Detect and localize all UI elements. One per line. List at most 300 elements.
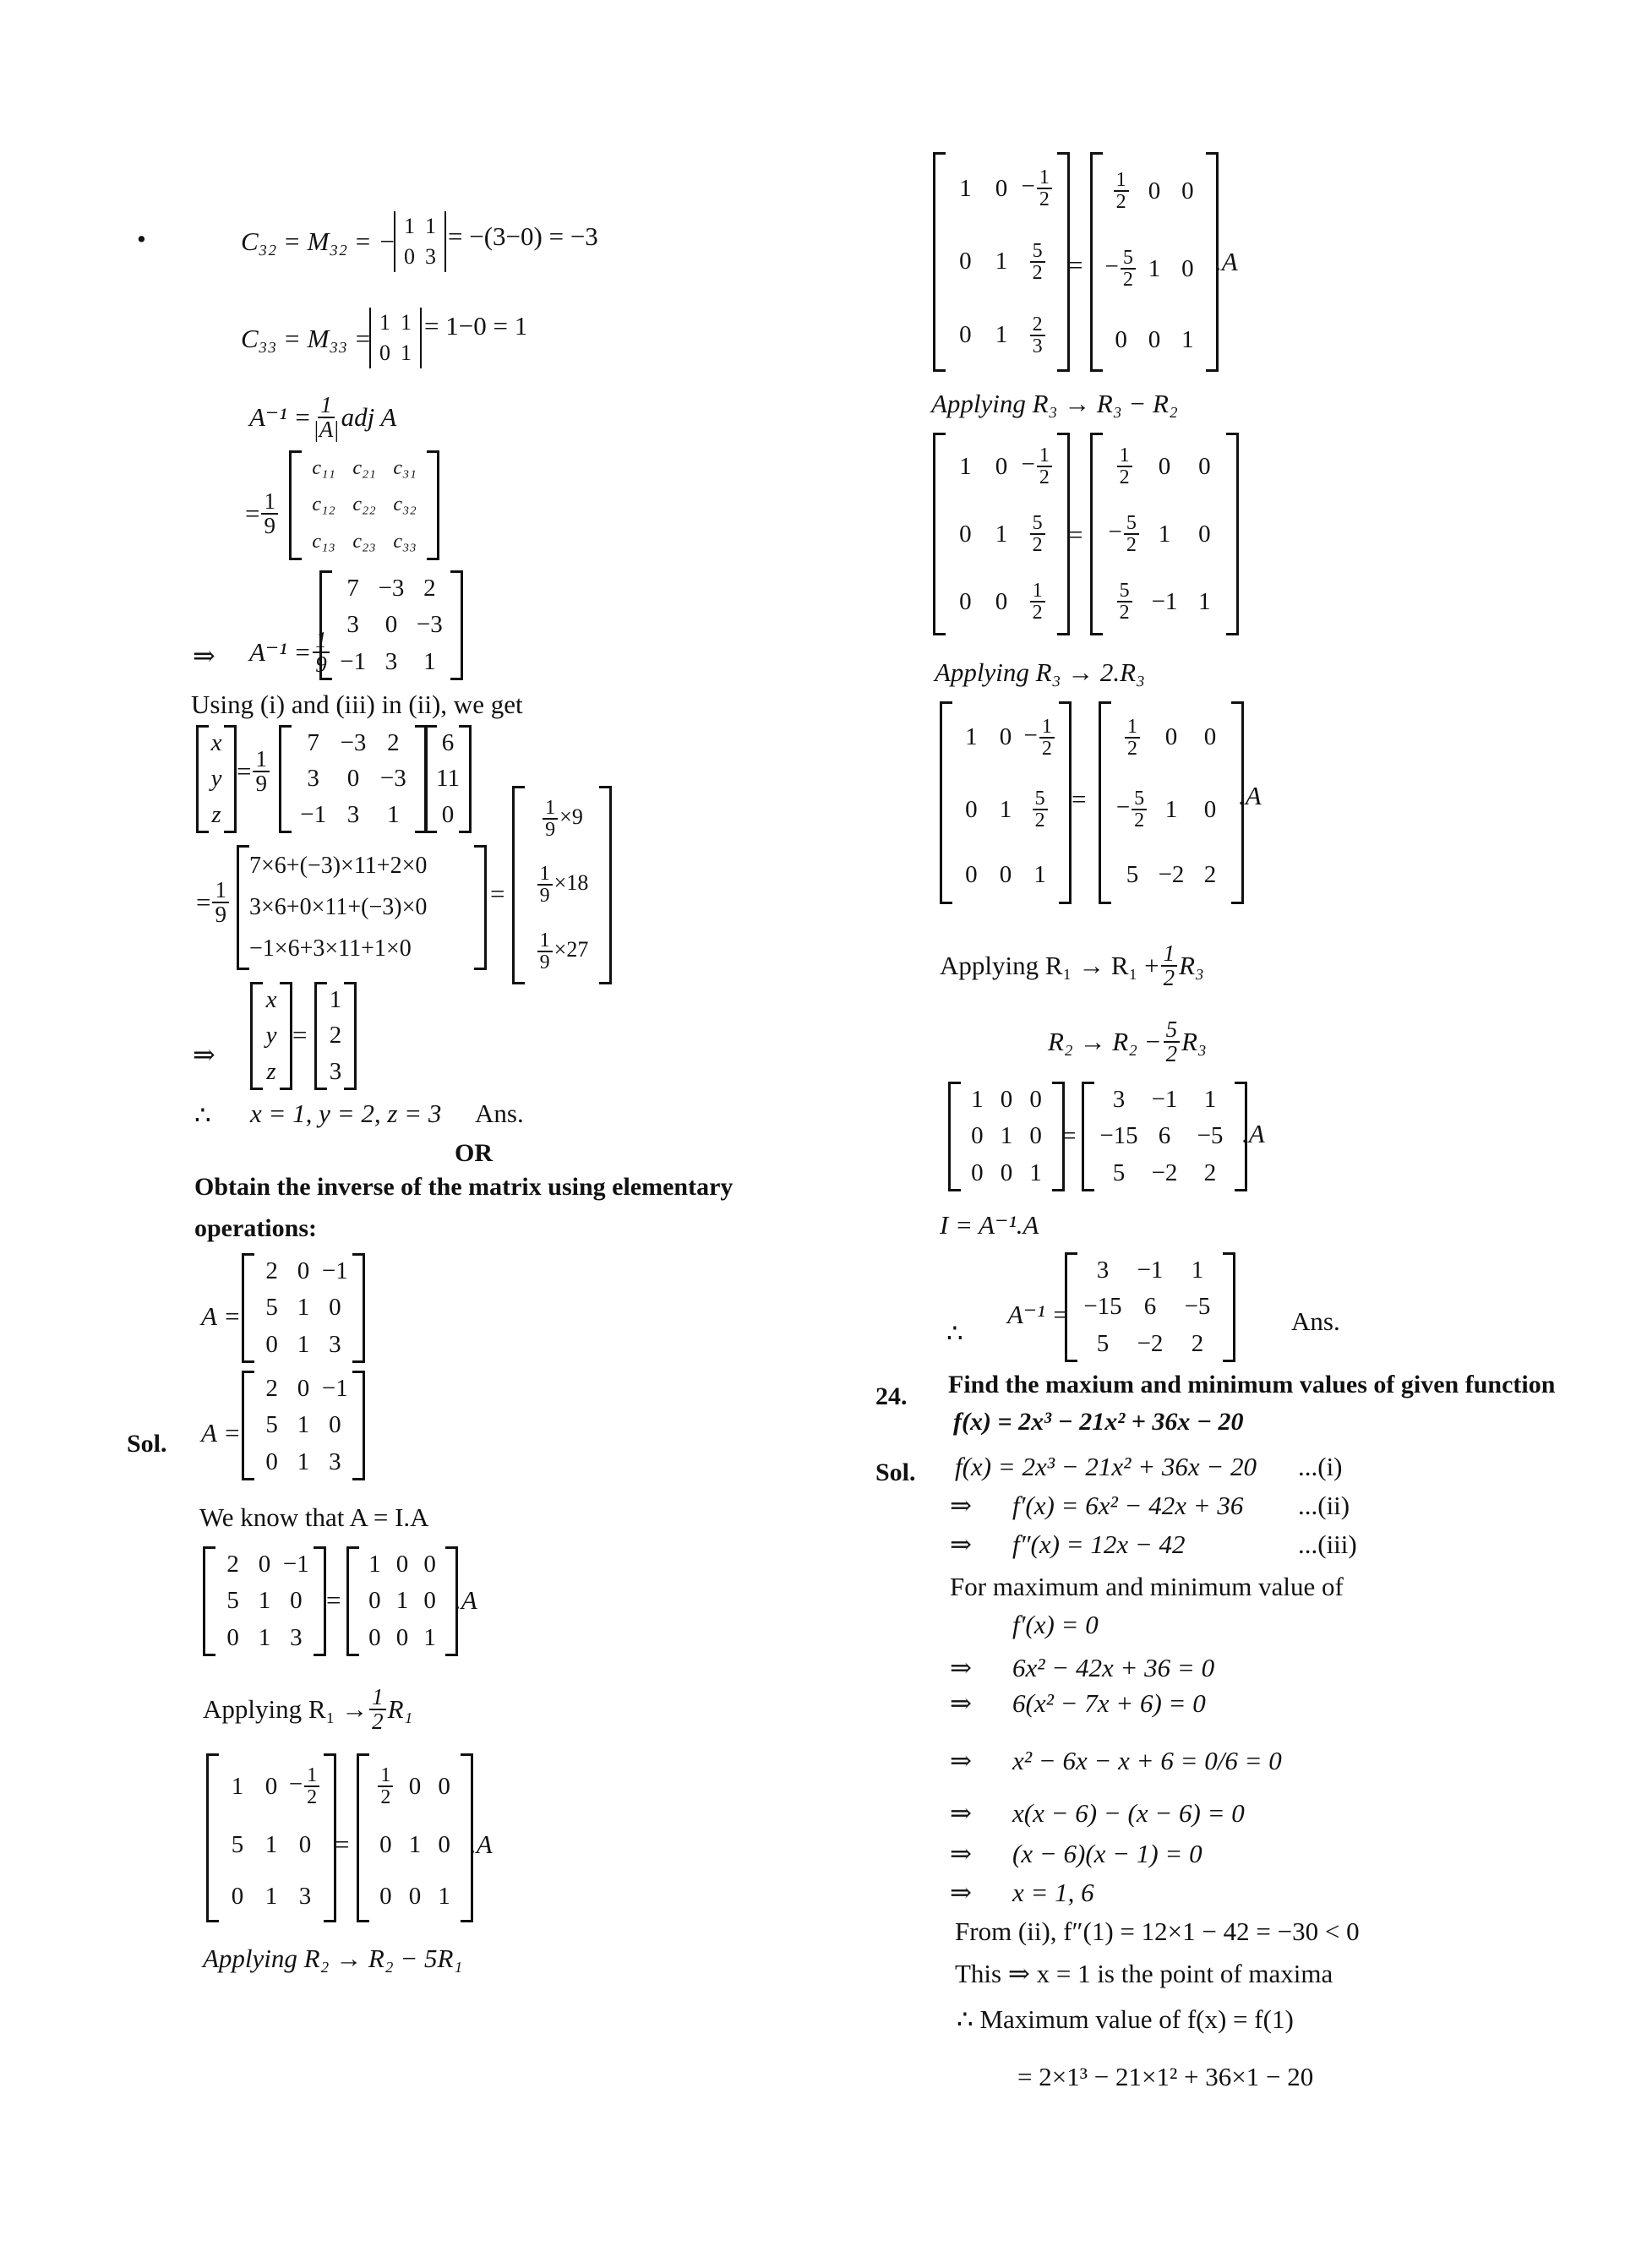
det-cell: 1 (401, 310, 412, 335)
matrix-cell: 1 (1191, 1257, 1204, 1284)
matrix-cell: −1 (340, 647, 367, 675)
matrix-cell: −1 (1137, 1257, 1164, 1284)
det-cell: 3 (425, 244, 436, 269)
matrix-cell: −1 (282, 1551, 309, 1578)
matrix-cell: −3 (416, 611, 443, 639)
equals-one-ninth-2: = $\frac{1}{9}$ (196, 879, 231, 926)
implies-arrow: ⇒ (950, 1529, 972, 1559)
matrix-cell: 1 (995, 248, 1008, 275)
fraction: $\frac{1}{2}$ (1161, 942, 1178, 990)
question-text: Obtain the inverse of the matrix using elementary (194, 1173, 733, 1201)
matrix-cell: 3 (1096, 1257, 1110, 1284)
matrix-cell: 0 (995, 452, 1008, 480)
apply-step-6: R₂ → R₂ − $\frac{5}{2}$ R₃ (1048, 1017, 1207, 1066)
ans-label: Ans. (475, 1099, 524, 1128)
equals-sign: = (1068, 250, 1083, 280)
matrix-cell: 6 (441, 728, 455, 756)
matrix-cell: 0 (1164, 723, 1178, 751)
cofactor-cell: c₁₂ (312, 493, 335, 516)
matrix-cell: 7 (346, 575, 359, 602)
matrix-cell: 0 (438, 1772, 450, 1800)
fraction: $\frac{5}{2}$ (1164, 1018, 1181, 1066)
variable-cell: z (266, 1058, 276, 1086)
matrix-cell: 0 (965, 795, 978, 823)
implies-arrow: ⇒ (193, 1039, 215, 1070)
a-equals: A = (201, 1418, 242, 1447)
matrix-cell: 0 (959, 520, 972, 548)
matrix-a-solution (242, 1371, 365, 1480)
step5-left-matrix (948, 1082, 1065, 1191)
matrix-cell: 0 (1029, 1086, 1042, 1114)
ainv-label-2: A⁻¹ = $\frac{1}{9}$ (249, 629, 331, 676)
implies-arrow: ⇒ (950, 1798, 972, 1828)
cofactor-cell: c₃₁ (393, 457, 417, 480)
matrix-cell: 3 (1112, 1086, 1126, 1114)
matrix-cell: 0 (965, 861, 978, 889)
matrix-cell: 0 (995, 174, 1008, 202)
matrix-cell: 0 (959, 248, 972, 275)
dot-a: .A (1242, 1119, 1265, 1148)
from-ii-line: From (ii), f″(1) = 12×1 − 42 = −30 < 0 (955, 1916, 1360, 1946)
matrix-cell: 0 (1181, 177, 1194, 204)
matrix-cell: −3 (340, 728, 367, 756)
matrix-cell: 5 (265, 1411, 278, 1439)
matrix-cell: 0 (1198, 452, 1211, 480)
matrix-cell: 1 (297, 1411, 310, 1439)
max-value-line: ∴ Maximum value of f(x) = f(1) (957, 2004, 1294, 2034)
matrix-cell: 1 (368, 1551, 381, 1578)
matrix-cell: 2 (1203, 861, 1217, 889)
dot-a: .A (1215, 247, 1238, 276)
dot-a: .A (455, 1585, 477, 1615)
xyz-vector-2 (250, 982, 292, 1090)
dot-a: .A (470, 1829, 493, 1859)
question-function: f(x) = 2x³ − 21x² + 36x − 20 (953, 1408, 1244, 1436)
equals-sign: = (335, 1829, 350, 1859)
variable-cell: z (211, 801, 221, 829)
derivative-line: f″(x) = 12x − 42 (1012, 1529, 1186, 1559)
implies-arrow: ⇒ (950, 1653, 972, 1682)
solution-step: 6x² − 42x + 36 = 0 (1012, 1653, 1215, 1682)
equation-tag: ...(ii) (1298, 1491, 1350, 1520)
bullet-dot: • (137, 224, 146, 254)
matrix-cell: $\frac{5}{2}$ (1028, 513, 1047, 555)
matrix-cell: 1 (329, 985, 342, 1013)
matrix-cell: − $\frac{1}{2}$ (1023, 717, 1055, 759)
matrix-cell: 0 (265, 1447, 278, 1475)
variable-cell: x (210, 728, 222, 756)
matrix-cell: 3 (307, 765, 319, 793)
matrix-cell: $\frac{2}{3}$ (1028, 314, 1047, 357)
det-m33 (369, 308, 422, 368)
equals-one-ninth: = $\frac{1}{9}$ (237, 748, 271, 795)
cofactor-cell: c₂₁ (352, 457, 376, 480)
matrix-cell: 1 (258, 1623, 271, 1651)
matrix-cell: −1 (1151, 1086, 1178, 1114)
expanded-row: 7×6+(−3)×11+2×0 (249, 852, 428, 879)
matrix-cell: 0 (999, 723, 1012, 751)
det-cell: 1 (425, 214, 436, 238)
matrix-cell: 3 (329, 1447, 341, 1475)
matrix-cell: 3 (329, 1058, 342, 1086)
result-vector (314, 982, 357, 1090)
matrix-cell: 0 (1115, 325, 1127, 353)
variable-cell: y (265, 1022, 277, 1049)
matrix-cell: 0 (423, 1551, 436, 1578)
matrix-cell: 0 (1203, 795, 1217, 823)
matrix-cell: 5 (265, 1294, 278, 1322)
cofactor-cell: c₂₂ (352, 493, 376, 516)
matrix-cell: $\frac{1}{2}$ (1112, 170, 1131, 212)
matrix-cell: 1 (264, 1883, 278, 1910)
fraction: $\frac{1}{|A|}$ (313, 392, 340, 442)
c32-line: C₃₂ = M₃₂ = − (241, 226, 396, 256)
expanded-vector (237, 845, 487, 970)
matrix-cell: 3 (346, 611, 359, 639)
matrix-cell: 1 (1029, 1159, 1042, 1186)
matrix-cell: 0 (395, 1551, 409, 1578)
matrix-cell: 2 (265, 1257, 278, 1285)
matrix-cell: 7 (307, 728, 319, 756)
equation-tag: ...(iii) (1298, 1529, 1357, 1559)
matrix-cell: 0 (329, 1294, 341, 1322)
cofactor-cell: c₁₁ (312, 457, 335, 480)
solution-step: 6(x² − 7x + 6) = 0 (1012, 1688, 1206, 1718)
matrix-cell: −15 (1099, 1122, 1138, 1150)
matrix-cell: 0 (1000, 1159, 1013, 1186)
matrix-cell: −1 (300, 801, 327, 829)
det-cell: 0 (379, 341, 390, 365)
matrix-cell: 1 (1203, 1086, 1217, 1114)
matrix-cell: 1 (1033, 861, 1046, 889)
matrix-cell: −2 (1151, 1159, 1178, 1186)
det-cell: 1 (404, 214, 415, 238)
ainv-label: A⁻¹ = (249, 402, 312, 433)
matrix-cell: −5 (1184, 1293, 1211, 1321)
matrix-cell: 5 (231, 1831, 244, 1858)
matrix-cell: 0 (1029, 1122, 1042, 1150)
matrix-cell: 0 (226, 1623, 239, 1651)
times-vector (512, 786, 612, 984)
variable-cell: y (210, 765, 222, 793)
solution-step: x(x − 6) − (x − 6) = 0 (1012, 1798, 1245, 1828)
fraction: $\frac{1}{9}$ (313, 629, 330, 676)
matrix-cell: 1 (1198, 587, 1211, 615)
times-cell: $\frac{1}{9}$ ×27 (536, 930, 589, 973)
matrix-cell: 0 (959, 587, 972, 615)
matrix-cell: 0 (1158, 452, 1171, 480)
apply-step-4: Applying R₃ → 2.R₃ (935, 657, 1145, 687)
matrix-cell: 1 (965, 723, 978, 751)
matrix-cell: 0 (971, 1122, 984, 1150)
variable-cell: x (265, 985, 277, 1013)
matrix-cell: 0 (408, 1772, 422, 1800)
matrix-cell: 11 (436, 765, 460, 793)
question-text-2: operations: (194, 1214, 317, 1242)
answer-line: x = 1, y = 2, z = 3 (250, 1099, 442, 1128)
step2-left-matrix (933, 152, 1070, 372)
matrix-cell: 0 (379, 1831, 392, 1858)
step1-left-matrix (206, 1753, 336, 1922)
matrix-cell: 0 (971, 1159, 984, 1186)
ainv-matrix-2 (279, 725, 428, 833)
matrix-cell: 0 (1198, 520, 1211, 548)
matrix-cell: 0 (384, 611, 398, 639)
matrix-cell: $\frac{1}{2}$ (1028, 581, 1047, 623)
c33-result: = 1−0 = 1 (424, 311, 528, 341)
matrix-cell: 1 (231, 1772, 244, 1800)
matrix-cell: − $\frac{1}{2}$ (1021, 445, 1053, 488)
matrix-cell: −15 (1083, 1293, 1122, 1321)
using-line: Using (i) and (iii) in (ii), we get (191, 690, 523, 719)
this-line: This ⇒ x = 1 is the point of maxima (955, 1959, 1333, 1988)
matrix-cell: 0 (258, 1551, 271, 1578)
matrix-cell: 5 (1126, 861, 1139, 889)
matrix-cell: 1 (1164, 795, 1178, 823)
fraction: $\frac{1}{9}$ (253, 748, 270, 795)
det-cell: 1 (401, 341, 412, 365)
matrix-cell: −2 (1137, 1329, 1164, 1357)
apply-step-2: Applying R₂ → R₂ − 5R₁ (203, 1944, 463, 1973)
apply-step-5: Applying R₁ → R₁ + $\frac{1}{2}$ R₃ (940, 940, 1204, 990)
matrix-cell: $\frac{5}{2}$ (1115, 581, 1134, 623)
question-number: 24. (875, 1382, 908, 1410)
solution-step: x² − 6x − x + 6 = 0/6 = 0 (1012, 1746, 1282, 1775)
matrix-cell: $\frac{1}{2}$ (376, 1765, 395, 1807)
matrix-cell: 2 (423, 575, 436, 602)
rhs-vector (424, 725, 472, 833)
matrix-cell: − $\frac{5}{2}$ (1116, 788, 1148, 831)
adj-label: adj A (341, 402, 397, 433)
matrix-cell: − $\frac{1}{2}$ (1021, 167, 1053, 210)
matrix-cell: $\frac{5}{2}$ (1028, 241, 1047, 283)
matrix-cell: 1 (995, 520, 1008, 548)
matrix-cell: 1 (297, 1447, 310, 1475)
matrix-cell: 0 (346, 765, 360, 793)
apply-step-3: Applying R₃ → R₃ − R₂ (931, 389, 1178, 418)
det-m32 (394, 211, 446, 272)
apply-step-1: Applying R₁ → $\frac{1}{2}$ R₁ (203, 1684, 413, 1734)
matrix-cell: 2 (387, 728, 400, 756)
matrix-cell: 1 (1158, 520, 1171, 548)
matrix-cell: 1 (1148, 254, 1161, 282)
ainv-final-matrix (1065, 1252, 1235, 1362)
one-ninth-prefix: = $\frac{1}{9}$ (245, 490, 280, 537)
equals-sign: = (1072, 784, 1087, 814)
step4-right-matrix (1099, 701, 1244, 904)
matrix-cell: 0 (995, 587, 1008, 615)
implies-arrow: ⇒ (193, 641, 215, 671)
matrix-cell: − $\frac{1}{2}$ (289, 1765, 321, 1807)
matrix-cell: 0 (329, 1411, 341, 1439)
equals-sign: = (326, 1585, 341, 1615)
matrix-cell: 0 (231, 1883, 244, 1910)
matrix-cell: 1 (959, 452, 972, 480)
for-max-line: For maximum and minimum value of (950, 1572, 1344, 1601)
matrix-cell: −3 (378, 575, 405, 602)
matrix-cell: 1 (423, 647, 436, 675)
times-cell: $\frac{1}{9}$ ×18 (536, 864, 589, 906)
sol-label: Sol. (875, 1458, 916, 1486)
matrix-cell: 0 (441, 801, 455, 829)
matrix-cell: 0 (423, 1587, 436, 1615)
xyz-vector (196, 725, 237, 833)
matrix-cell: 2 (1191, 1329, 1204, 1357)
matrix-cell: $\frac{1}{2}$ (1115, 445, 1134, 488)
matrix-cell: 0 (379, 1883, 392, 1910)
therefore-symbol: ∴ (946, 1318, 963, 1348)
times-cell: $\frac{1}{9}$ ×9 (541, 798, 583, 840)
matrix-cell: −2 (1158, 861, 1185, 889)
matrix-cell: 3 (329, 1330, 341, 1358)
matrix-cell: 2 (1203, 1159, 1217, 1186)
matrix-cell: 2 (226, 1551, 239, 1578)
matrix-cell: 1 (438, 1883, 450, 1910)
equation-tag: ...(i) (1298, 1452, 1343, 1481)
matrix-cell: 0 (438, 1831, 450, 1858)
matrix-cell: 1 (258, 1587, 271, 1615)
matrix-a-question (242, 1253, 365, 1363)
solution-step: (x − 6)(x − 1) = 0 (1012, 1839, 1202, 1868)
therefore-symbol: ∴ (194, 1100, 211, 1130)
matrix-cell: 0 (265, 1330, 278, 1358)
matrix-cell: 0 (368, 1587, 381, 1615)
matrix-cell: 3 (298, 1883, 312, 1910)
matrix-cell: −5 (1197, 1122, 1224, 1150)
matrix-cell: 3 (346, 801, 360, 829)
fraction: $\frac{1}{2}$ (369, 1686, 386, 1733)
cofactor-cell: c₃₃ (393, 530, 417, 553)
derivative-line: f′(x) = 6x² − 42x + 36 (1012, 1491, 1244, 1520)
step1-right-matrix (357, 1753, 473, 1922)
matrix-cell: 2 (329, 1022, 342, 1049)
step3-right-matrix (1090, 433, 1239, 635)
matrix-cell: 6 (1158, 1122, 1171, 1150)
matrix-cell: −1 (1151, 587, 1178, 615)
cofactor-cell: c₂₃ (352, 530, 376, 553)
solution-step: x = 1, 6 (1012, 1878, 1094, 1907)
matrix-cell: 0 (408, 1883, 422, 1910)
fprime-zero: f′(x) = 0 (1012, 1610, 1099, 1639)
matrix-cell: 0 (297, 1257, 310, 1285)
dot-a: .A (1239, 781, 1262, 810)
matrix-cell: 1 (297, 1330, 310, 1358)
matrix-cell: 1 (408, 1831, 422, 1858)
or-separator: OR (455, 1139, 493, 1167)
det-cell: 0 (404, 244, 415, 269)
equals-sign: = (1061, 1120, 1077, 1150)
we-know-line: We know that A = I.A (199, 1502, 429, 1532)
matrix-cell: −3 (379, 765, 406, 793)
matrix-cell: −1 (321, 1257, 348, 1285)
matrix-cell: 5 (1096, 1329, 1110, 1357)
ainv-label: A⁻¹ = (1007, 1300, 1070, 1329)
matrix-cell: 0 (264, 1772, 278, 1800)
matrix-cell: 1 (395, 1587, 409, 1615)
cofactor-cell: c₁₃ (312, 530, 335, 553)
matrix-cell: 1 (1181, 325, 1194, 353)
equals-sign: = (1068, 520, 1083, 549)
matrix-cell: −1 (321, 1375, 348, 1403)
fraction: $\frac{1}{9}$ (212, 879, 229, 926)
matrix-cell: 1 (995, 321, 1008, 349)
matrix-cell: $\frac{5}{2}$ (1031, 788, 1050, 831)
max-calc-line: = 2×1³ − 21×1² + 36×1 − 20 (1017, 2062, 1314, 2091)
matrix-cell: 0 (290, 1587, 303, 1615)
cofactor-matrix (289, 450, 439, 560)
sol-label: Sol. (127, 1430, 167, 1458)
implies-arrow: ⇒ (950, 1491, 972, 1520)
matrix-cell: 0 (298, 1831, 312, 1858)
c32-result: = −(3−0) = −3 (448, 221, 598, 251)
identity-matrix (346, 1546, 458, 1656)
matrix-cell: 1 (264, 1831, 278, 1858)
matrix-cell: $\frac{1}{2}$ (1123, 717, 1142, 759)
matrix-a (203, 1546, 326, 1656)
matrix-cell: 1 (1000, 1122, 1013, 1150)
implies-arrow: ⇒ (950, 1839, 972, 1868)
matrix-cell: 0 (1181, 254, 1194, 282)
expanded-row: −1×6+3×11+1×0 (249, 935, 412, 962)
ans-label: Ans. (1291, 1306, 1340, 1336)
derivative-line: f(x) = 2x³ − 21x² + 36x − 20 (955, 1452, 1257, 1481)
fraction: $\frac{1}{9}$ (261, 490, 278, 537)
det-cell: 1 (379, 310, 390, 335)
cofactor-cell: c₃₂ (393, 493, 417, 516)
matrix-cell: 0 (1000, 1086, 1013, 1114)
expanded-row: 3×6+0×11+(−3)×0 (249, 893, 428, 920)
matrix-cell: − $\frac{5}{2}$ (1108, 513, 1140, 555)
equals-sign: = (490, 879, 505, 908)
implies-arrow: ⇒ (950, 1746, 972, 1775)
c33-line: C₃₃ = M₃₃ = (241, 324, 372, 353)
matrix-cell: 0 (1148, 325, 1161, 353)
step2-right-matrix (1090, 152, 1219, 372)
step5-right-matrix (1082, 1082, 1247, 1191)
matrix-cell: 6 (1143, 1293, 1157, 1321)
matrix-cell: 1 (387, 801, 400, 829)
matrix-cell: 1 (959, 174, 972, 202)
i-equals-line: I = A⁻¹.A (940, 1210, 1039, 1240)
equals-sign: = (292, 1020, 308, 1049)
matrix-cell: 0 (1203, 723, 1217, 751)
question-text: Find the maxium and minimum values of given function (948, 1371, 1556, 1398)
matrix-cell: 0 (395, 1623, 409, 1651)
matrix-cell: 0 (368, 1623, 381, 1651)
matrix-cell: 3 (384, 647, 398, 675)
a-equals: A = (201, 1301, 242, 1331)
ainv-definition (249, 394, 396, 441)
matrix-cell: 5 (226, 1587, 239, 1615)
matrix-cell: 0 (959, 321, 972, 349)
implies-arrow: ⇒ (950, 1688, 972, 1718)
matrix-cell: 0 (999, 861, 1012, 889)
ainv-matrix (319, 570, 463, 680)
matrix-cell: 1 (423, 1623, 436, 1651)
implies-arrow: ⇒ (950, 1878, 972, 1907)
matrix-cell: 5 (1112, 1159, 1126, 1186)
matrix-cell: 1 (971, 1086, 984, 1114)
matrix-cell: 2 (265, 1375, 278, 1403)
matrix-cell: 0 (297, 1375, 310, 1403)
matrix-cell: 3 (290, 1623, 303, 1651)
step3-left-matrix (933, 433, 1070, 635)
step4-left-matrix (940, 701, 1072, 904)
matrix-cell: 1 (999, 795, 1012, 823)
matrix-cell: − $\frac{5}{2}$ (1104, 248, 1137, 290)
matrix-cell: 1 (297, 1294, 310, 1322)
matrix-cell: 0 (1148, 177, 1161, 204)
